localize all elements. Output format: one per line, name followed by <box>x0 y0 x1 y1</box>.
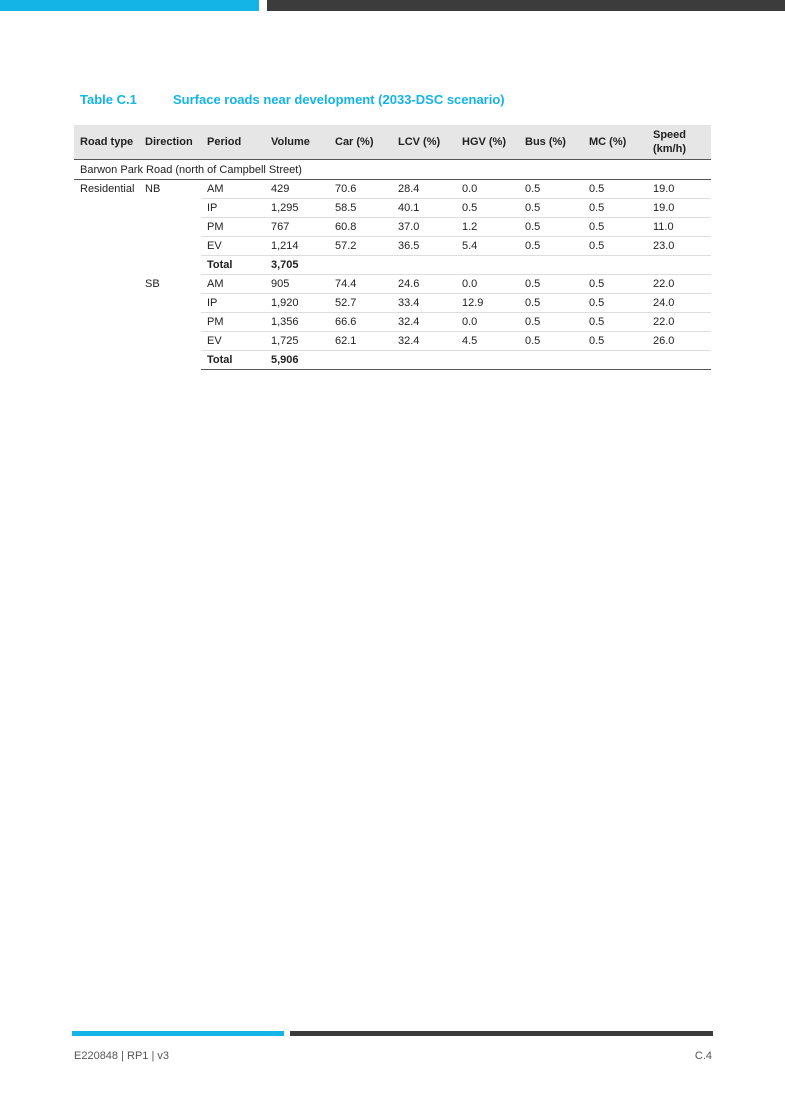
col-header: Road type <box>74 125 139 160</box>
table-cell: 1,920 <box>265 294 329 313</box>
total-volume: 3,705 <box>265 256 329 275</box>
table-cell: 32.4 <box>392 313 456 332</box>
table-cell: 1.2 <box>456 218 519 237</box>
table-cell: 429 <box>265 180 329 199</box>
table-cell: 24.6 <box>392 275 456 294</box>
table-cell: 33.4 <box>392 294 456 313</box>
footer-dark-bar <box>290 1031 713 1036</box>
table-cell: 26.0 <box>647 332 711 351</box>
direction-cell: SB <box>145 277 160 290</box>
table-row <box>74 275 711 294</box>
table-cell: 0.5 <box>519 237 583 256</box>
col-header: Volume <box>265 125 329 160</box>
table-cell: 767 <box>265 218 329 237</box>
table-cell: 11.0 <box>647 218 711 237</box>
document-reference: E220848 | RP1 | v3 <box>74 1050 169 1062</box>
table-cell: 0.5 <box>519 199 583 218</box>
table-cell: 0.5 <box>519 294 583 313</box>
table-cell: 24.0 <box>647 294 711 313</box>
table-cell: 36.5 <box>392 237 456 256</box>
table-cell: 19.0 <box>647 180 711 199</box>
col-header: LCV (%) <box>392 125 456 160</box>
table-cell: 0.5 <box>583 218 647 237</box>
table-cell: 5.4 <box>456 237 519 256</box>
table-cell: 0.0 <box>456 313 519 332</box>
col-header: Direction <box>139 125 201 160</box>
table-cell: 0.5 <box>583 237 647 256</box>
table-cell: 60.8 <box>329 218 392 237</box>
table-cell: PM <box>201 313 265 332</box>
empty-cell <box>647 256 711 275</box>
table-cell: 1,356 <box>265 313 329 332</box>
col-header: HGV (%) <box>456 125 519 160</box>
table-title: Surface roads near development (2033-DSC scenario) <box>173 92 505 107</box>
header-accent-bar <box>0 0 259 11</box>
table-cell: AM <box>201 275 265 294</box>
col-header: Bus (%) <box>519 125 583 160</box>
table-cell: AM <box>201 180 265 199</box>
table-cell: 23.0 <box>647 237 711 256</box>
empty-cell <box>519 256 583 275</box>
table-cell: 19.0 <box>647 199 711 218</box>
table-cell: 0.0 <box>456 180 519 199</box>
table-cell: 0.5 <box>583 332 647 351</box>
table-cell: 0.5 <box>583 294 647 313</box>
table-cell: 0.5 <box>519 275 583 294</box>
table-cell: 40.1 <box>392 199 456 218</box>
empty-cell <box>329 351 392 370</box>
total-label: Total <box>201 351 265 370</box>
footer-accent-bar <box>72 1031 284 1036</box>
total-label: Total <box>201 256 265 275</box>
table-cell: 66.6 <box>329 313 392 332</box>
table-cell: IP <box>201 199 265 218</box>
table-number: Table C.1 <box>80 92 137 107</box>
table-cell: IP <box>201 294 265 313</box>
total-volume: 5,906 <box>265 351 329 370</box>
table-cell: 52.7 <box>329 294 392 313</box>
table-cell: 62.1 <box>329 332 392 351</box>
header-dark-bar <box>267 0 785 11</box>
table-cell: 0.5 <box>519 180 583 199</box>
table-cell: 74.4 <box>329 275 392 294</box>
table-cell: 70.6 <box>329 180 392 199</box>
table-cell: 32.4 <box>392 332 456 351</box>
table-cell: 22.0 <box>647 313 711 332</box>
table-caption <box>80 92 505 107</box>
table-cell: PM <box>201 218 265 237</box>
empty-cell <box>519 351 583 370</box>
group-label: Barwon Park Road (north of Campbell Street) <box>74 160 711 180</box>
table-cell: 22.0 <box>647 275 711 294</box>
road-type-cell: Residential <box>80 183 135 195</box>
col-header: MC (%) <box>583 125 647 160</box>
table-cell: 12.9 <box>456 294 519 313</box>
empty-cell <box>583 351 647 370</box>
table-cell: 0.5 <box>583 313 647 332</box>
page-number: C.4 <box>694 1050 712 1062</box>
col-header: Speed (km/h) <box>647 125 711 160</box>
table-cell: 0.5 <box>519 218 583 237</box>
table-cell: 0.5 <box>519 332 583 351</box>
empty-cell <box>329 256 392 275</box>
table-cell: 58.5 <box>329 199 392 218</box>
table-cell: 1,725 <box>265 332 329 351</box>
table-cell: 37.0 <box>392 218 456 237</box>
table-cell: 0.5 <box>583 199 647 218</box>
table-cell: EV <box>201 237 265 256</box>
table-cell: 905 <box>265 275 329 294</box>
direction-cell: NB <box>145 183 161 195</box>
empty-cell <box>456 351 519 370</box>
empty-cell <box>583 256 647 275</box>
table-cell: 1,295 <box>265 199 329 218</box>
group-row <box>74 160 711 180</box>
empty-cell <box>456 256 519 275</box>
table-cell: 0.5 <box>456 199 519 218</box>
table-cell: 0.5 <box>519 313 583 332</box>
table-cell: 4.5 <box>456 332 519 351</box>
col-header: Car (%) <box>329 125 392 160</box>
table-cell: 28.4 <box>392 180 456 199</box>
table-header-row <box>74 125 711 160</box>
table-cell: 0.5 <box>583 180 647 199</box>
table-row <box>74 180 711 199</box>
table-cell: EV <box>201 332 265 351</box>
empty-cell <box>392 351 456 370</box>
empty-cell <box>647 351 711 370</box>
table-cell: 0.5 <box>583 275 647 294</box>
empty-cell <box>392 256 456 275</box>
col-header: Period <box>201 125 265 160</box>
table-cell: 1,214 <box>265 237 329 256</box>
surface-roads-table <box>74 125 711 370</box>
table-cell: 57.2 <box>329 237 392 256</box>
table-cell: 0.0 <box>456 275 519 294</box>
